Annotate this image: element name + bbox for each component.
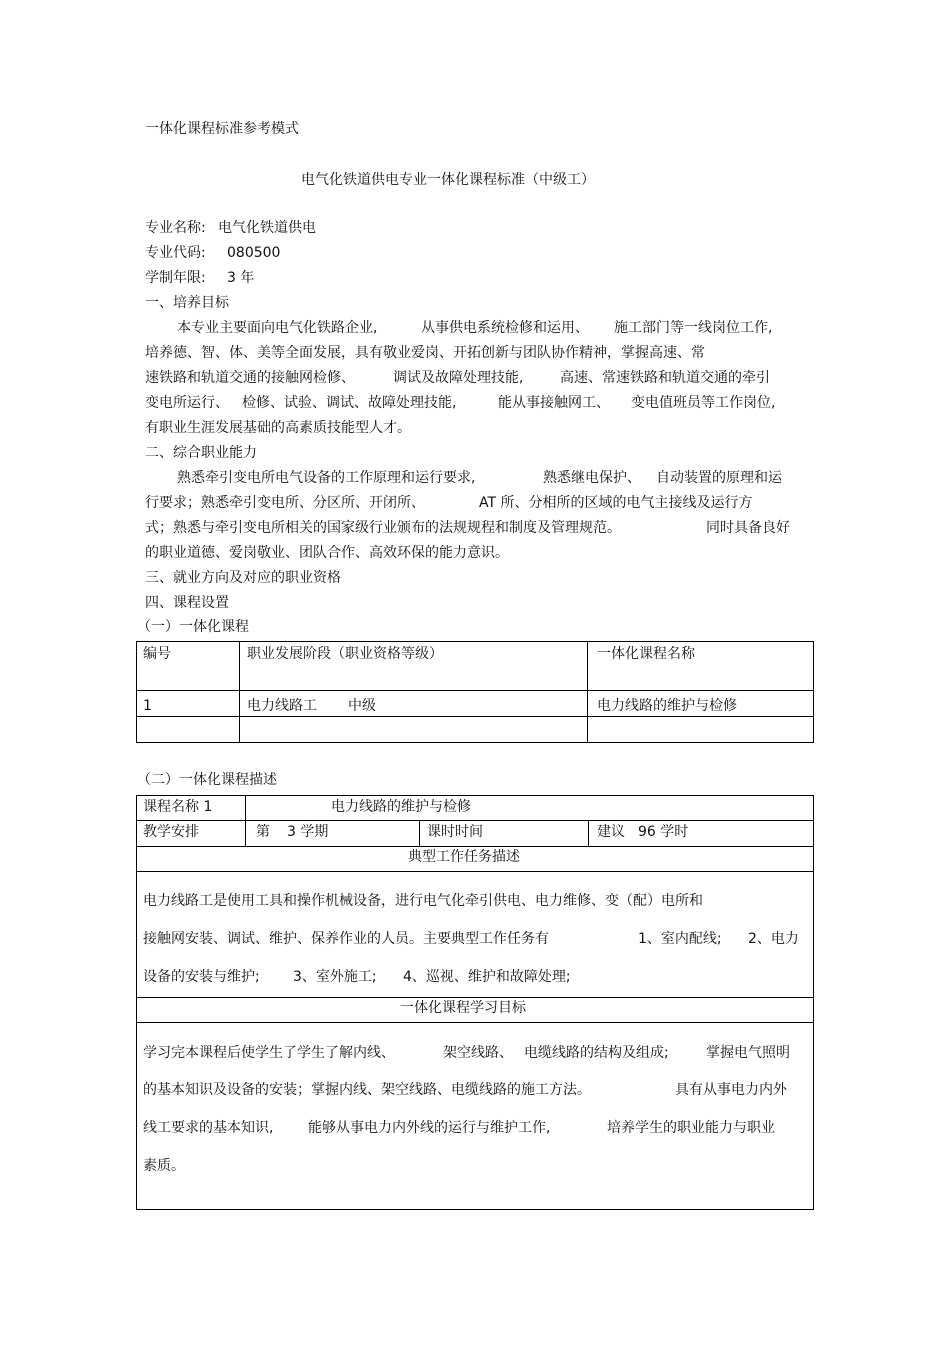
- s2-line2-a: 行要求；熟悉牵引变电所、分区所、开闭所、: [145, 495, 425, 511]
- goal-line2-a: 的基本知识及设备的安装；掌握内线、架空线路、电缆线路的施工方法。: [143, 1082, 591, 1098]
- s1-line4-c: 能从事接触网工、: [498, 395, 610, 411]
- table1-cell-stage-a: 电力线路工: [247, 698, 317, 714]
- goal-line1-d: 掌握电气照明: [706, 1045, 790, 1061]
- task-line2-c: 2、电力: [748, 931, 799, 947]
- goal-line3-c: 培养学生的职业能力与职业: [607, 1120, 775, 1136]
- task-line3-b: 3、室外施工;: [293, 969, 377, 985]
- hours-value: 96 学时: [638, 824, 689, 840]
- s2-line3-a: 式；熟悉与牵引变电所相关的国家级行业颁布的法规规程和制度及管理规范。: [145, 520, 621, 536]
- task-line3-c: 4、巡视、维护和故障处理;: [403, 969, 571, 985]
- s1-line5: 有职业生涯发展基础的高素质技能型人才。: [145, 420, 411, 436]
- section4-heading: 四、课程设置: [145, 595, 229, 611]
- page-title: 电气化铁道供电专业一体化课程标准（中级工）: [301, 172, 595, 188]
- s2-line1-b: 熟悉继电保护、: [543, 470, 641, 486]
- task-line3-a: 设备的安装与维护;: [143, 969, 260, 985]
- hours-prefix: 建议: [597, 824, 625, 840]
- s1-line1-b: 从事供电系统检修和运用、: [421, 320, 589, 336]
- s1-line3-b: 调试及故障处理技能,: [393, 370, 524, 386]
- subsection1-heading: （一）一体化课程: [137, 619, 249, 635]
- s1-line1-a: 本专业主要面向电气化铁路企业,: [177, 320, 378, 336]
- meta-name-value: 电气化铁道供电: [218, 220, 316, 236]
- s2-line1-a: 熟悉牵引变电所电气设备的工作原理和运行要求,: [177, 470, 476, 486]
- section3-heading: 三、就业方向及对应的职业资格: [145, 570, 341, 586]
- task-title: 典型工作任务描述: [408, 849, 520, 865]
- s1-line3-a: 速铁路和轨道交通的接触网检修、: [145, 370, 355, 386]
- table1-cell-stage-b: 中级: [348, 698, 376, 714]
- table1-header-stage: 职业发展阶段（职业资格等级）: [247, 646, 443, 662]
- task-line1: 电力线路工是使用工具和操作机械设备，进行电气化牵引供电、电力维修、变（配）电所和: [143, 893, 703, 909]
- term-value: 3 学期: [287, 824, 329, 840]
- goal-line3-b: 能够从事电力内外线的运行与维护工作,: [308, 1120, 551, 1136]
- meta-code-label: 专业代码:: [145, 245, 206, 261]
- table1-header-no: 编号: [143, 646, 171, 662]
- course-table: [136, 641, 814, 743]
- s2-line4: 的职业道德、爱岗敬业、团队合作、高效环保的能力意识。: [145, 545, 509, 561]
- goal-line1-b: 架空线路、: [443, 1045, 513, 1061]
- goal-title: 一体化课程学习目标: [400, 1000, 526, 1016]
- goal-line3-a: 线工要求的基本知识,: [143, 1120, 274, 1136]
- s2-line2-b: AT 所、分相所的区域的电气主接线及运行方: [479, 495, 753, 511]
- section2-heading: 二、综合职业能力: [145, 445, 257, 461]
- section1-heading: 一、培养目标: [145, 295, 229, 311]
- table1-cell-course: 电力线路的维护与检修: [597, 698, 737, 714]
- meta-name-label: 专业名称:: [145, 220, 206, 236]
- s1-line4-a: 变电所运行、: [145, 395, 229, 411]
- table1-cell-no: 1: [143, 698, 152, 714]
- schedule-label: 教学安排: [143, 824, 199, 840]
- s1-line1-c: 施工部门等一线岗位工作,: [614, 320, 773, 336]
- s1-line4-d: 变电值班员等工作岗位,: [631, 395, 776, 411]
- s1-line4-b: 检修、试验、调试、故障处理技能,: [242, 395, 457, 411]
- goal-line4: 素质。: [143, 1158, 185, 1174]
- course-name-value: 电力线路的维护与检修: [331, 799, 471, 815]
- term-prefix: 第: [256, 824, 270, 840]
- meta-code-value: 080500: [227, 245, 281, 261]
- goal-line1-c: 电缆线路的结构及组成;: [524, 1045, 669, 1061]
- s2-line1-c: 自动装置的原理和运: [656, 470, 782, 486]
- meta-years-label: 学制年限:: [145, 270, 206, 286]
- course-name-label: 课程名称 1: [143, 799, 213, 815]
- doc-header: 一体化课程标准参考模式: [145, 121, 299, 137]
- meta-years-value: 3 年: [227, 270, 255, 286]
- subsection2-heading: （二）一体化课程描述: [137, 772, 277, 788]
- table1-header-course: 一体化课程名称: [597, 646, 695, 662]
- s2-line3-b: 同时具备良好: [706, 520, 790, 536]
- goal-line2-b: 具有从事电力内外: [675, 1082, 787, 1098]
- hours-label: 课时时间: [427, 824, 483, 840]
- goal-line1-a: 学习完本课程后使学生了学生了解内线、: [143, 1045, 395, 1061]
- task-line2-b: 1、室内配线;: [638, 931, 722, 947]
- s1-line2: 培养德、智、体、美等全面发展，具有敬业爱岗、开拓创新与团队协作精神，掌握高速、常: [145, 345, 705, 361]
- task-line2-a: 接触网安装、调试、维护、保养作业的人员。主要典型工作任务有: [143, 931, 549, 947]
- s1-line3-c: 高速、常速铁路和轨道交通的牵引: [560, 370, 770, 386]
